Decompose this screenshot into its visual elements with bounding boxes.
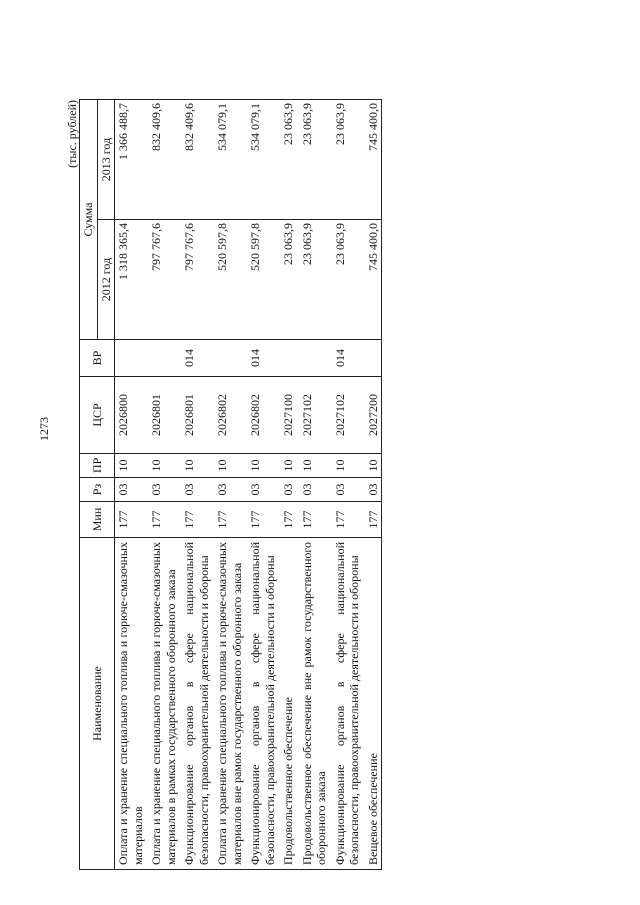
row-min: 177 (363, 502, 382, 538)
row-sum-2013: 23 063,9 (278, 99, 297, 219)
row-vr (278, 340, 297, 377)
page-number: 1273 (37, 417, 51, 441)
row-csr: 2026801 (146, 377, 179, 454)
row-rz: 03 (297, 478, 330, 502)
row-min: 177 (297, 502, 330, 538)
header-sum: Сумма (80, 99, 98, 339)
header-row (80, 99, 98, 869)
row-pr: 10 (146, 454, 179, 478)
header-pr: ПР (80, 454, 115, 478)
header-vr: ВР (80, 340, 115, 377)
row-name: Продовольственное обеспечение вне рамок государственного оборонного заказа (297, 538, 330, 870)
budget-table (79, 99, 382, 870)
row-pr: 10 (297, 454, 330, 478)
row-sum-2013: 534 079,1 (212, 99, 245, 219)
row-rz: 03 (179, 478, 212, 502)
header-name: Наименование (80, 538, 115, 870)
row-rz: 03 (330, 478, 363, 502)
row-pr: 10 (115, 454, 147, 478)
table-row (212, 99, 245, 869)
row-pr: 10 (363, 454, 382, 478)
row-sum-2013: 1 366 488,7 (115, 99, 147, 219)
row-name: Продовольственное обеспечение (278, 538, 297, 870)
table-row (179, 99, 212, 869)
row-csr: 2027102 (297, 377, 330, 454)
row-sum-2012: 797 767,6 (146, 220, 179, 340)
row-sum-2013: 23 063,9 (330, 99, 363, 219)
row-csr: 2026800 (115, 377, 147, 454)
table-row (115, 99, 147, 869)
header-csr: ЦСР (80, 377, 115, 454)
row-vr: 014 (330, 340, 363, 377)
row-sum-2013: 745 400,0 (363, 99, 382, 219)
row-min: 177 (278, 502, 297, 538)
row-name: Оплата и хранение специального топлива и горюче-смазочных материалов вне рамок государственного оборонного заказа (212, 538, 245, 870)
row-vr (363, 340, 382, 377)
row-vr: 014 (179, 340, 212, 377)
row-csr: 2027100 (278, 377, 297, 454)
row-sum-2012: 797 767,6 (179, 220, 212, 340)
row-rz: 03 (245, 478, 278, 502)
row-vr (115, 340, 147, 377)
row-rz: 03 (146, 478, 179, 502)
row-sum-2012: 23 063,9 (330, 220, 363, 340)
row-csr: 2027102 (330, 377, 363, 454)
row-name: Оплата и хранение специального топлива и горюче-смазочных материалов в рамках государственного оборонного заказа (146, 538, 179, 870)
row-rz: 03 (278, 478, 297, 502)
row-rz: 03 (115, 478, 147, 502)
budget-table-sheet (65, 100, 625, 870)
header-min: Мин (80, 502, 115, 538)
row-name: Оплата и хранение специального топлива и горюче-смазочных материалов (115, 538, 147, 870)
row-sum-2012: 520 597,8 (212, 220, 245, 340)
row-min: 177 (179, 502, 212, 538)
row-vr (297, 340, 330, 377)
row-sum-2012: 1 318 365,4 (115, 220, 147, 340)
row-min: 177 (146, 502, 179, 538)
row-sum-2012: 23 063,9 (278, 220, 297, 340)
table-row (297, 99, 330, 869)
row-pr: 10 (212, 454, 245, 478)
row-name: Функционирование органов в сфере национальной безопасности, правоохранительной деятельности и обороны (330, 538, 363, 870)
row-pr: 10 (278, 454, 297, 478)
table-row (245, 99, 278, 869)
row-name: Функционирование органов в сфере национальной безопасности, правоохранительной деятельности и обороны (179, 538, 212, 870)
table-row (363, 99, 382, 869)
row-pr: 10 (330, 454, 363, 478)
row-vr (212, 340, 245, 377)
row-pr: 10 (179, 454, 212, 478)
table-body (115, 99, 382, 869)
table-row (330, 99, 363, 869)
row-rz: 03 (212, 478, 245, 502)
row-sum-2013: 832 409,6 (179, 99, 212, 219)
header-rz: Рз (80, 478, 115, 502)
row-csr: 2026802 (212, 377, 245, 454)
header-2012: 2012 год (97, 220, 115, 340)
row-csr: 2027200 (363, 377, 382, 454)
row-sum-2013: 23 063,9 (297, 99, 330, 219)
row-min: 177 (212, 502, 245, 538)
row-min: 177 (330, 502, 363, 538)
units-label: (тыс. рублей) (65, 100, 79, 168)
row-min: 177 (115, 502, 147, 538)
table-row (278, 99, 297, 869)
row-rz: 03 (363, 478, 382, 502)
row-vr (146, 340, 179, 377)
row-sum-2012: 745 400,0 (363, 220, 382, 340)
row-min: 177 (245, 502, 278, 538)
table-row (146, 99, 179, 869)
row-csr: 2026802 (245, 377, 278, 454)
row-sum-2013: 832 409,6 (146, 99, 179, 219)
row-sum-2012: 520 597,8 (245, 220, 278, 340)
row-name: Функционирование органов в сфере национальной безопасности, правоохранительной деятельности и обороны (245, 538, 278, 870)
row-pr: 10 (245, 454, 278, 478)
row-sum-2013: 534 079,1 (245, 99, 278, 219)
row-csr: 2026801 (179, 377, 212, 454)
header-2013: 2013 год (97, 99, 115, 219)
row-sum-2012: 23 063,9 (297, 220, 330, 340)
row-vr: 014 (245, 340, 278, 377)
row-name: Вещевое обеспечение (363, 538, 382, 870)
